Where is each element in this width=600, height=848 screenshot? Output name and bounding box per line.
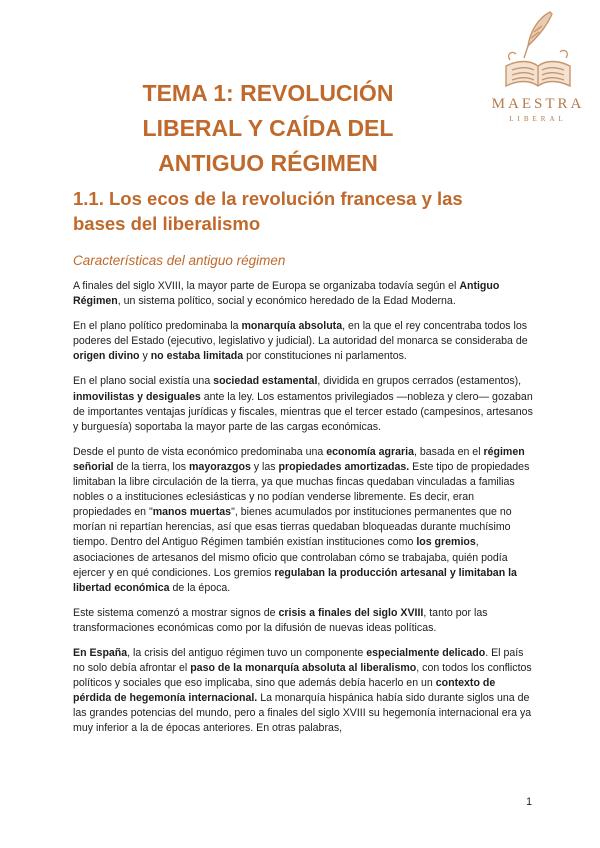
- text-run: , dividida en grupos cerrados (estamentos),: [317, 375, 522, 388]
- text-run: , con todos los conflictos políticos y sociales que eso implicaba, sino que además debía hacerlo en un: [73, 662, 532, 690]
- body-paragraph: [73, 279, 535, 309]
- bold-text: propiedades amortizadas.: [278, 460, 410, 473]
- bold-text: contexto de pérdida de hegemonía internacional.: [73, 677, 496, 705]
- text-run: por constituciones ni parlamentos.: [243, 350, 407, 363]
- bold-text: no estaba limitada: [150, 350, 244, 363]
- text-run: , un sistema político, social y económico heredado de la Edad Moderna.: [117, 295, 456, 308]
- text-run: . El país no solo debía afrontar el: [73, 646, 524, 675]
- bold-text: monarquía absoluta: [241, 320, 343, 333]
- bold-text: sociedad estamental: [213, 375, 318, 388]
- section-heading-line-1: 1.1. Los ecos de la revolución francesa y las: [73, 188, 463, 209]
- text-run: Este sistema comenzó a mostrar signos de: [73, 606, 279, 619]
- page-title: [90, 76, 446, 181]
- bold-text: origen divino: [73, 350, 140, 363]
- bold-text: Antiguo Régimen: [73, 280, 500, 308]
- page-number: 1: [526, 796, 532, 808]
- bold-text: crisis a finales del siglo XVIII: [278, 606, 424, 619]
- body-paragraph: [73, 646, 535, 737]
- maestra-liberal-logo: [488, 8, 588, 128]
- text-run: Desde el punto de vista económico predominaba una: [73, 445, 327, 458]
- text-run: y: [139, 350, 151, 363]
- bold-text: régimen señorial: [73, 445, 525, 473]
- text-run: A finales del siglo XVIII, la mayor parte de Europa se organizaba todavía según el: [73, 280, 460, 292]
- section-heading: [73, 186, 543, 236]
- text-run: y las: [250, 460, 279, 473]
- bold-text: los gremios: [416, 536, 476, 549]
- title-line-1: TEMA 1: REVOLUCIÓN: [142, 80, 394, 106]
- bold-text: mayorazgos: [189, 460, 251, 473]
- title-line-3: ANTIGUO RÉGIMEN: [158, 150, 378, 176]
- title-line-2: LIBERAL Y CAÍDA DEL: [142, 115, 394, 141]
- body-paragraph: [73, 445, 535, 596]
- body-paragraph: [73, 374, 535, 434]
- text-run: de la tierra, los: [113, 460, 190, 473]
- text-run: , la crisis del antiguo régimen tuvo un componente: [127, 646, 367, 659]
- bold-text: regulaban la producción artesanal y limitaban la libertad económica: [73, 566, 517, 594]
- text-run: , tanto por las transformaciones económicas como por la difusión de nuevas ideas políticas.: [73, 606, 488, 634]
- subsection-heading: Características del antiguo régimen: [73, 253, 286, 268]
- bold-text: En España: [73, 646, 128, 659]
- text-run: , basada en el: [413, 445, 484, 458]
- bold-text: economía agraria: [326, 445, 414, 458]
- text-run: , en la que el rey concentraba todos los poderes del Estado (ejecutivo, legislativo y judicial). La autoridad del monarca se consideraba de: [73, 320, 528, 348]
- body-paragraph: [73, 319, 535, 364]
- bold-text: inmovilistas y desiguales: [73, 390, 201, 403]
- open-book-quill-icon: [500, 8, 576, 94]
- section-heading-line-2: bases del liberalismo: [73, 213, 261, 234]
- text-run: Este tipo de propiedades limitaban la libre circulación de la tierra, ya que muchas fincas quedaban vinculadas a familias nobles o a instituciones eclesiásticas y no podían venderse libremente. Es decir, eran propiedades en ": [73, 460, 530, 519]
- logo-name: MAESTRA: [491, 96, 585, 112]
- body-text: [73, 279, 535, 747]
- text-run: En el plano social existía una: [73, 375, 214, 388]
- logo-subtitle: LIBERAL: [509, 115, 567, 123]
- text-run: ", bienes acumulados por instituciones permanentes que no morían ni repartían herencias, así que esas tierras quedaban bloqueadas durante muchísimo tiempo. Dentro del Antiguo Régimen también existían instituciones como: [73, 506, 512, 549]
- text-run: En el plano político predominaba la: [73, 320, 242, 333]
- text-run: de la época.: [169, 581, 231, 594]
- bold-text: manos muertas: [152, 506, 232, 519]
- text-run: La monarquía hispánica había sido durante siglos una de las grandes potencias del mundo, pero a finales del siglo XVIII su hegemonía internacional era ya muy inferior a la de épocas anteriores. En otras palabras,: [73, 692, 532, 735]
- body-paragraph: [73, 606, 535, 636]
- text-run: ante la ley. Los estamentos privilegiados —nobleza y clero— gozaban de importantes ventajas jurídicas y fiscales, mientras que el tercer estado (campesinos, artesanos y burguesía) soportaba la mayor parte de las cargas económicas.: [73, 390, 533, 433]
- bold-text: especialmente delicado: [366, 646, 486, 659]
- text-run: , asociaciones de artesanos del mismo oficio que controlaban cómo se trabajaba, quién podía ejercer y en qué condiciones. Los gremios: [73, 536, 508, 579]
- bold-text: paso de la monarquía absoluta al liberalismo: [190, 662, 417, 675]
